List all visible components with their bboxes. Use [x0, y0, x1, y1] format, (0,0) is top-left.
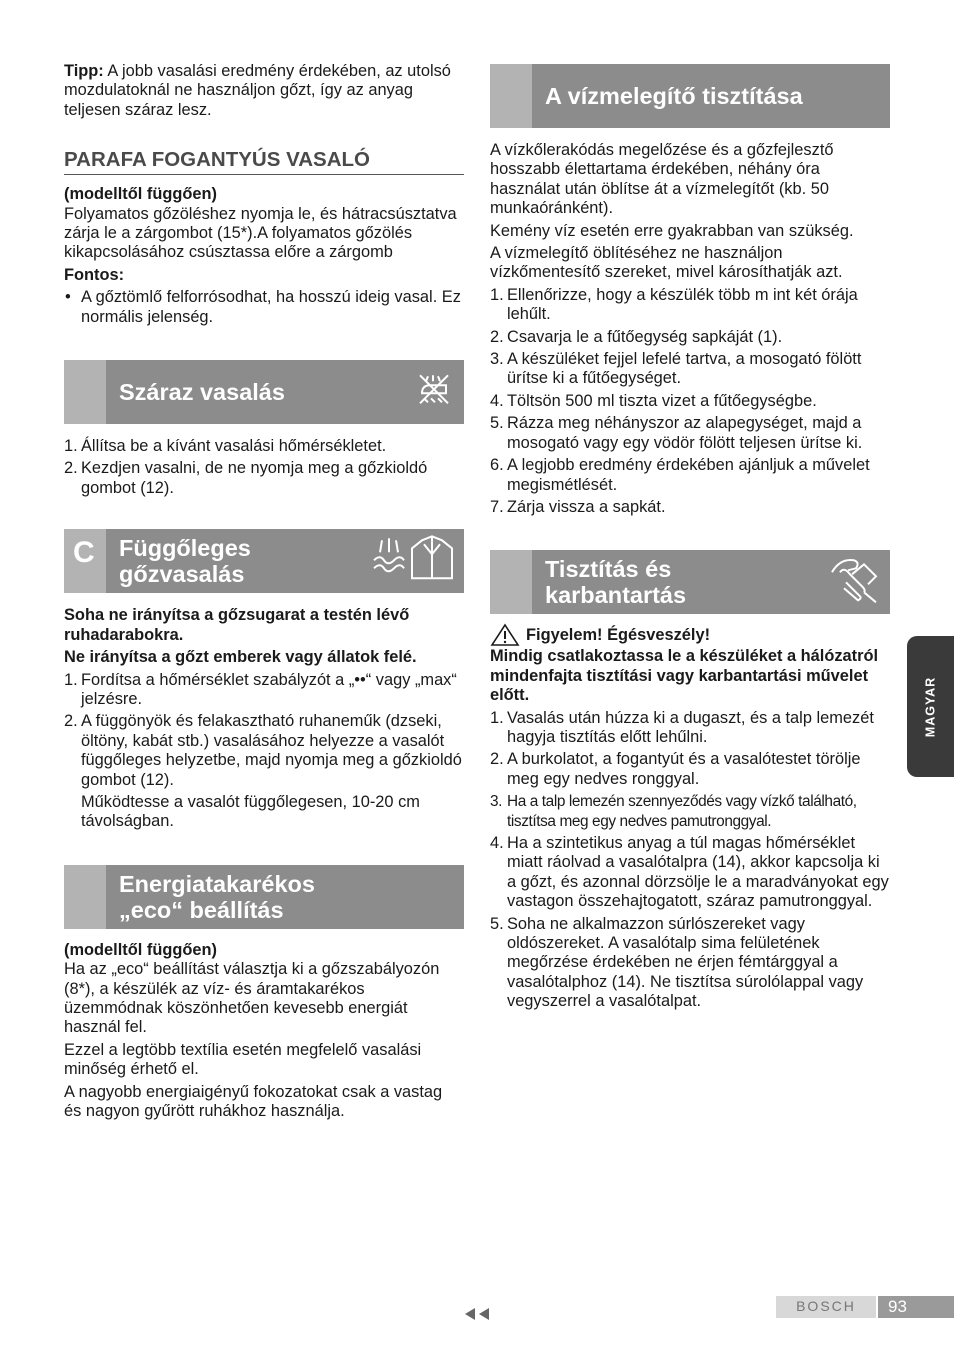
eco-paragraph-2: Ezzel a legtöbb textília esetén megfelelő vasalási minőség érhető el. — [64, 1040, 422, 1079]
parafa-bullet-list — [64, 288, 464, 327]
heater-paragraph-1: A vízkőlerakódás megelőzése és a gőzfejlesztő hosszabb élettartama érdekében, néhány óra használat után öblítse át a vízmelegítőt (kb. 50 munkaóránként). — [490, 141, 834, 218]
list-item: 1. Ellenőrizze, hogy a készülék több m int két órája lehűlt. — [490, 285, 858, 324]
list-item: 2. A függönyök és felakasztható ruhaneműk (dzseki, öltöny, kabát stb.) vasalásához helyezze a vasalót függőleges helyzetbe, majd nyomja meg a gőzkioldó gombot (12). Működtesse a vasalót függőlegesen, 10-20 cm távolságban. — [64, 712, 464, 831]
list-item: 2. A burkolatot, a fogantyút és a vasalótestet törölje meg egy nedves ronggyal. — [490, 750, 861, 788]
list-item: 5. Rázza meg néhányszor az alapegységet, majd a mosogató vagy egy vödör fölött teljesen ürítse ki. — [490, 414, 863, 452]
warning-body: Mindig csatlakoztassa le a készüléket a hálózatról mindenfajta tisztítási vagy karbantartási művelet előtt. — [490, 647, 879, 705]
list-item: 4. Ha a szintetikus anyag a túl magas hőmérséklet miatt ráolvad a vasalótalpra (14), akkor kapcsolja ki a gőzt, és azonnal dörzsölje le a maradványokat egy vastagon összehajtogatott, száraz pamutronggyal. — [490, 833, 889, 911]
no-steam-iron-icon — [416, 371, 452, 412]
section-banner-dry-ironing — [64, 360, 464, 424]
dry-steps — [64, 437, 464, 498]
section-title: Száraz vasalás — [119, 379, 285, 406]
section-banner-eco — [64, 865, 464, 929]
tip-text: A jobb vasalási eredmény érdekében, az utolsó mozdulatoknál ne használjon gőzt, így az anyag teljesen száraz lesz. — [64, 62, 451, 119]
list-item: 3. Ha a talp lemezén szennyeződés vagy vízkő található, tisztítsa meg egy nedves pamutronggyal. — [490, 793, 857, 830]
section-title: A vízmelegítő tisztítása — [545, 83, 803, 109]
heater-steps — [490, 286, 890, 517]
list-item: 3. A készüléket fejjel lefelé tartva, a mosogató fölött ürítse ki a fűtőegységet. — [490, 350, 862, 388]
list-item: 1. Vasalás után húzza ki a dugaszt, és a talp lemezét hagyja tisztítás előtt lehűlni. — [490, 708, 874, 746]
footer-brand: BOSCH — [776, 1296, 876, 1318]
parafa-body: Folyamatos gőzöléshez nyomja le, és hátracsúsztatva zárja le a zárgombot (15*).A folyamatos gőzölés kikapcsolásához csúsztassa előre a zárgomb — [64, 204, 457, 262]
page-number: 93 — [878, 1296, 954, 1318]
vertical-steam-jacket-icon — [370, 535, 456, 588]
warning-title: Figyelem! Égésveszély! — [526, 625, 711, 644]
list-item: 4. Töltsön 500 ml tiszta vizet a fűtőegységbe. — [490, 391, 817, 410]
eco-paragraph-1: Ha az „eco“ beállítást választja ki a gőzszabályozón (8*), a készülék az víz- és áramtakarékos üzemmódnak köszönhetően kevesebb energiát használ fel. — [64, 960, 440, 1037]
vertical-steps — [64, 671, 464, 832]
section-banner-heater-cleaning — [490, 64, 890, 128]
list-item: 2. Csavarja le a fűtőegység sapkáját (1). — [490, 327, 783, 346]
list-item: 7. Zárja vissza a sapkát. — [490, 497, 666, 516]
section-title: Függőleges gőzvasalás — [119, 535, 251, 588]
important-label: Fontos: — [64, 265, 125, 284]
heater-paragraph-2: Kemény víz esetén erre gyakrabban van szükség. — [490, 221, 854, 240]
previous-page-arrows-icon[interactable] — [463, 1307, 491, 1326]
language-side-tab: MAGYAR — [907, 636, 954, 777]
list-item: 5. Soha ne alkalmazzon súrlószereket vagy oldószereket. A vasalótalp sima felületének megőrzése érdekében ne érjen fémtárggyal a vasalótalphoz (14). Ne tisztítsa súrolólappal vagy vegyszerrel a vasalótalpat. — [490, 914, 864, 1011]
tip-label: Tipp: — [64, 62, 104, 80]
cleaning-hand-icon — [826, 553, 882, 612]
list-item: 1. Fordítsa a hőmérséklet szabályzót a „••“ vagy „max“ jelzésre. — [64, 670, 457, 708]
tip-paragraph — [64, 62, 464, 120]
left-column — [64, 62, 464, 1124]
section-tab-letter: C — [73, 536, 95, 570]
list-item: 1. Állítsa be a kívánt vasalási hőmérsékletet. — [64, 437, 387, 456]
vertical-step-2-extra: Működtesse a vasalót függőlegesen, 10-20 cm távolságban. — [81, 792, 420, 831]
list-item: • A gőztömlő felforrósodhat, ha hosszú ideig vasal. Ez normális jelenség. — [65, 288, 461, 326]
eco-model-note: (modelltől függően) — [64, 940, 217, 959]
right-column — [490, 64, 890, 1015]
warning-triangle-icon — [490, 623, 520, 647]
heater-paragraph-3: A vízmelegítő öblítéséhez ne használjon vízkőmentesítő szereket, mivel károsíthatják azt. — [490, 244, 843, 282]
parafa-model-note: (modelltől függően) — [64, 185, 217, 204]
section-title: Energiatakarékos „eco“ beállítás — [119, 870, 315, 923]
section-banner-cleaning — [490, 550, 890, 614]
vertical-warning-1: Soha ne irányítsa a gőzsugarat a testén lévő ruhadarabokra. — [64, 606, 410, 644]
vertical-warning-2: Ne irányítsa a gőzt emberek vagy állatok felé. — [64, 648, 417, 667]
list-item: 6. A legjobb eredmény érdekében ajánljuk a művelet megismétlését. — [490, 456, 870, 494]
section-banner-vertical-steam — [64, 529, 464, 593]
parafa-heading: PARAFA FOGANTYÚS VASALÓ — [64, 149, 464, 175]
burn-warning — [490, 623, 890, 647]
section-title: Tisztítás és karbantartás — [545, 556, 687, 609]
cleaning-steps — [490, 709, 890, 1012]
list-item: 2. Kezdjen vasalni, de ne nyomja meg a gőzkioldó gombot (12). — [64, 459, 428, 497]
eco-paragraph-3: A nagyobb energiaigényű fokozatokat csak a vastag és nagyon gyűrött ruhákhoz használja. — [64, 1082, 443, 1120]
